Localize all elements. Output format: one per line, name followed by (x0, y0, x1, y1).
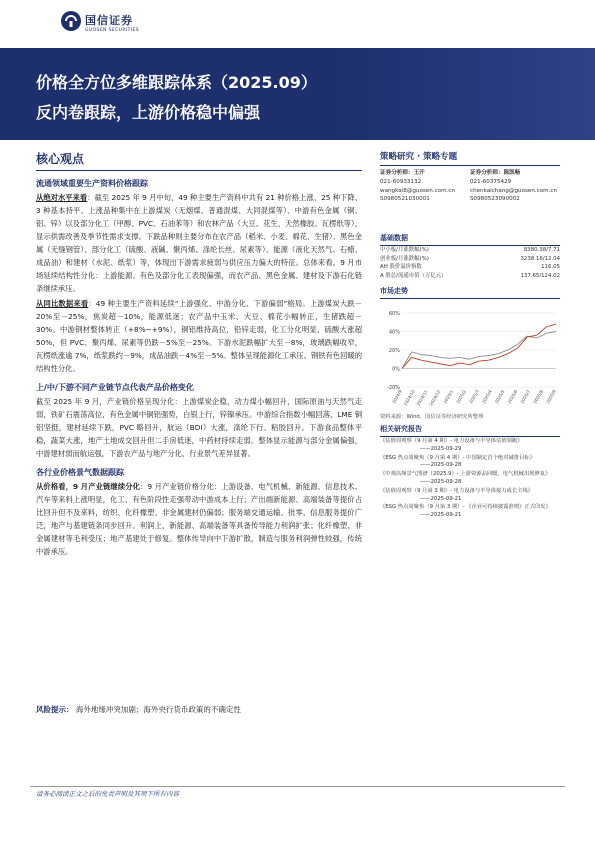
series-line-segment (469, 356, 479, 359)
related-report-item[interactable] (380, 471, 560, 487)
analyst-email[interactable]: wangkai8@guosen.com.cn (380, 187, 455, 194)
y-tick-label: 60% (388, 310, 400, 317)
series-line-segment (431, 362, 441, 364)
paragraph-lead: 从绝对水平来看 (36, 193, 88, 202)
section-heading: 上/中/下游不同产业链节点代表产品价格变化 (36, 383, 194, 392)
related-report-title[interactable]: 《估值周观察（9 月第 4 期）- 电力设备与半导体估值领跑》 (380, 438, 523, 444)
chart-source: 资料来源：Wind、国信证券经济研究所整理 (380, 414, 484, 420)
series-line-segment (441, 357, 451, 358)
section-heading: 流通领域重要生产资料价格跟踪 (36, 179, 148, 188)
sidebar (380, 150, 560, 520)
stat-value: 3238.16/12.04 (520, 255, 560, 262)
x-tick-label: 2025/1 (442, 389, 455, 405)
stat-label: A 股总/流通市值（万亿元） (380, 272, 447, 279)
basic-data-heading: 基础数据 (380, 233, 560, 246)
stats-table (380, 246, 560, 280)
related-reports-list (380, 438, 560, 520)
series-line-segment (402, 357, 412, 368)
x-tick-label: 2025/6 (506, 389, 519, 405)
analyst-name: 证券分析师：王开 (380, 170, 425, 176)
series-line-segment (518, 337, 528, 348)
y-tick-label: 40% (388, 329, 400, 336)
series-line-segment (489, 354, 499, 356)
title-banner (0, 48, 595, 140)
x-tick-label: 2025/8 (532, 389, 545, 405)
x-tick-label: 2025/9 (545, 389, 557, 405)
series-line-segment (479, 356, 489, 357)
related-report-date: ——2025-09-21 (420, 512, 462, 519)
risk-text: 海外地缘冲突加剧；海外央行货币政策的不确定性 (75, 705, 241, 714)
series-line-segment (450, 357, 460, 358)
x-tick-label: 2024/9 (391, 389, 403, 405)
related-report-date: ——2025-09-21 (420, 495, 462, 502)
core-views-heading: 核心观点 (36, 150, 362, 171)
paragraph-text: 截至 2025 年 9 月，产业链价格呈现分化：上游煤炭企稳，动力煤小幅回升，国际原油与天然气走弱，铁矿石震荡高位，有色金属中铜铝强势，白银上行，锌镍承压。中游综合指数小幅回落，LME 铜铝坚挺，建材延续下跌，PVC 略回升，航运（BDI）大涨，涤纶下行、粘胶回升。下游食品整体平稳，蔬菜大涨，地产土地成交回升但二手房低迷，中药材持续走弱。整体显示能源与部分金属偏强，中游建材弱而航运强，下游农产品与地产分化，行业景气差异显著。 (36, 397, 362, 458)
series-line-segment (479, 360, 489, 361)
paragraph-lead: 从价格看，9 月产业链继续分化 (36, 482, 141, 491)
x-tick-label: 2024/11 (415, 389, 429, 407)
series-line-segment (412, 352, 422, 355)
stat-value: 137.65/124.02 (520, 272, 560, 279)
analyst-card (380, 169, 468, 204)
series-line-segment (412, 357, 422, 360)
series-line-segment (421, 355, 431, 356)
paragraph (36, 297, 362, 375)
related-report-item[interactable] (380, 455, 560, 471)
banner-gradient (335, 48, 595, 140)
x-tick-label: 2024/10 (402, 389, 416, 407)
series-line-segment (441, 364, 451, 366)
trend-chart-svg (380, 301, 560, 411)
y-tick-label: 0% (392, 366, 400, 373)
series-line-segment (498, 354, 508, 358)
stat-value: 8380.38/7.71 (523, 247, 560, 253)
related-reports-heading: 相关研究报告 (380, 424, 560, 437)
paragraph-text: ：49 种主要生产资料延续“上游强化、中游分化、下游偏弱”格局。上游煤炭大跌－20%至－25%，焦炭超－10%，能源低迷；农产品中玉米、大豆、棉花小幅转正，生猪跌超－30%。中游钢材整体转正（+8%~+9%），铜铝维持高位，铅锌走弱，化工分化明显，硫酸大涨超 50%，但 PVC、聚丙烯、尿素等仍跌－5%至－25%。下游水泥跌幅扩大至－8%，玻璃跌幅收窄，瓦楞纸涨逾 7%，纸浆跌约－9%，成品油跌－4%至－5%。整体呈现能源化工承压、钢铁有色回暖的结构性分化。 (36, 299, 362, 373)
risk-label: 风险提示： (36, 705, 74, 714)
logo-text-cn: 国信证券 (85, 14, 133, 27)
series-line-segment (450, 363, 460, 366)
market-trend-chart (380, 301, 560, 411)
analyst-phone: 021-60933132 (380, 178, 422, 185)
stat-row (380, 246, 560, 255)
analyst-card (470, 169, 558, 204)
paragraph-lead: 从同比数据来看 (36, 299, 89, 308)
brand-logo (60, 8, 170, 44)
stat-value: 116.05 (541, 264, 560, 270)
market-trend-heading: 市场走势 (380, 286, 560, 299)
paragraph (36, 480, 362, 558)
series-line-segment (402, 352, 412, 369)
x-tick-label: 2025/2 (455, 389, 468, 405)
x-tick-label: 2025/3 (468, 389, 480, 405)
analyst-phone: 021-60375429 (470, 178, 512, 185)
paragraph (36, 191, 362, 295)
paragraph-text: ：9 月产业链价格分化：上游设备、电气机械、新能源、信息技术、汽车等来料上涨明显，化工、有色阶段性走强带动中游成本上行；产出端新能源、高端装备等提价占比回升但不及来料，纺织、化纤橡塑、非金属建材仍偏弱；服务端交通运输、批零、信息服务提价广泛，地产与基建链条同步回升。利润上，新能源、高端装备等具备传导能力利润扩张；化纤橡塑、非金属建材等毛利受压；地产基建处于修复。整体传导向中下游扩散，制造与服务利润弹性较强，传统中游承压。 (36, 482, 362, 556)
related-report-date: ——2025-09-29 (420, 445, 462, 452)
x-tick-label: 2025/5 (493, 389, 506, 405)
x-tick-label: 2024/12 (428, 389, 442, 407)
x-tick-label: 2025/4 (481, 389, 493, 405)
paragraph-text: ：截至 2025 年 9 月中旬，49 种主要生产资料中共有 21 种价格上涨、25 种下降、3 种基本持平。上涨品种集中在上游煤炭（无烟煤、普通混煤、大同混煤等）、中游有色金属（铜、铝、锌）以及部分化工（甲醇、PVC、石油苯等）和农林产品（大豆、花生、天然橡胶、瓦楞纸等），显示供需改善及季节性需求支撑。下跌品种则主要分布在农产品（稻米、小麦、棉花、生猪）、黑色金属（无缝钢管）、部分化工（硫酸、液碱、聚丙烯、涤纶长丝、尿素等）、能源（液化天然气、石蜡、成品油）和建材（水泥、纸浆）等，体现出下游需求疲弱与供应压力偏大的特征。总体来看，9 月市场延续结构性分化：上游能源、有色及部分化工表现偏强，而农产品、黑色金属、建材及下游石化链条继续承压。 (36, 193, 363, 293)
stat-row (380, 255, 560, 264)
y-tick-label: 20% (388, 347, 400, 354)
logo-text-en: GUOSEN SECURITIES (85, 28, 139, 33)
related-report-item[interactable] (380, 438, 560, 454)
stat-label: 中小板/月涨跌幅(%) (380, 247, 429, 253)
stat-row (380, 272, 560, 281)
series-line-segment (498, 350, 508, 354)
y-tick-label: -20% (387, 384, 400, 391)
report-subtitle: 反内卷跟踪，上游价格稳中偏强 (36, 103, 261, 122)
core-views-column (36, 150, 362, 558)
footer-divider (30, 786, 565, 787)
x-tick-label: 2025/7 (519, 389, 532, 405)
paragraph (36, 395, 362, 460)
analyst-name: 证券分析师：陈凯畅 (470, 170, 521, 176)
logo-icon (60, 10, 82, 32)
related-report-date: ——2025-09-28 (420, 462, 462, 469)
related-report-item[interactable] (380, 504, 560, 520)
stat-label: 创业板/月涨跌幅(%) (380, 255, 429, 262)
related-report-date: ——2025-09-28 (420, 478, 462, 485)
series-line-segment (469, 361, 479, 365)
related-report-title[interactable]: 《ESG 热点周聚焦（9 月第 4 期）- 中国制定首个绝对减排目标》 (380, 454, 536, 461)
related-report-item[interactable] (380, 488, 560, 504)
analyst-block (380, 169, 560, 231)
report-type: 策略研究 · 策略专题 (380, 150, 560, 166)
series-line-segment (546, 332, 556, 334)
series-line-segment (460, 357, 470, 359)
series-line-segment (421, 360, 431, 362)
stat-label: AH 股价溢价指数 (380, 264, 422, 270)
section-heading: 各行业价格景气数据跟踪 (36, 468, 124, 477)
related-report-title[interactable]: 《ESG 热点周聚焦（9 月第 3 期）- 《企业可持续披露准则》正式印发》 (380, 504, 551, 511)
series-line-segment (431, 356, 441, 358)
related-report-title[interactable]: 《中观高频景气图谱（2025.9）- 上游资源品回暖，电气机械出现修复》 (380, 471, 551, 478)
analyst-email[interactable]: chenkaichang@guosen.com.cn (470, 187, 558, 194)
series-line-segment (460, 363, 470, 365)
series-line-segment (546, 324, 556, 327)
risk-warning (36, 704, 241, 715)
report-title: 价格全方位多维跟踪体系（2025.09） (36, 73, 317, 92)
footer-disclaimer: 请务必阅读正文之后的免责声明及其项下所有内容 (36, 790, 179, 798)
series-line-segment (489, 357, 499, 360)
related-report-title[interactable]: 《估值周观察（9 月第 3 期）- 电力设备与半导体接力成长主线》 (380, 487, 534, 494)
stat-row (380, 263, 560, 272)
analyst-license: S0980523090002 (470, 196, 520, 203)
analyst-license: S0980521030001 (380, 196, 430, 203)
